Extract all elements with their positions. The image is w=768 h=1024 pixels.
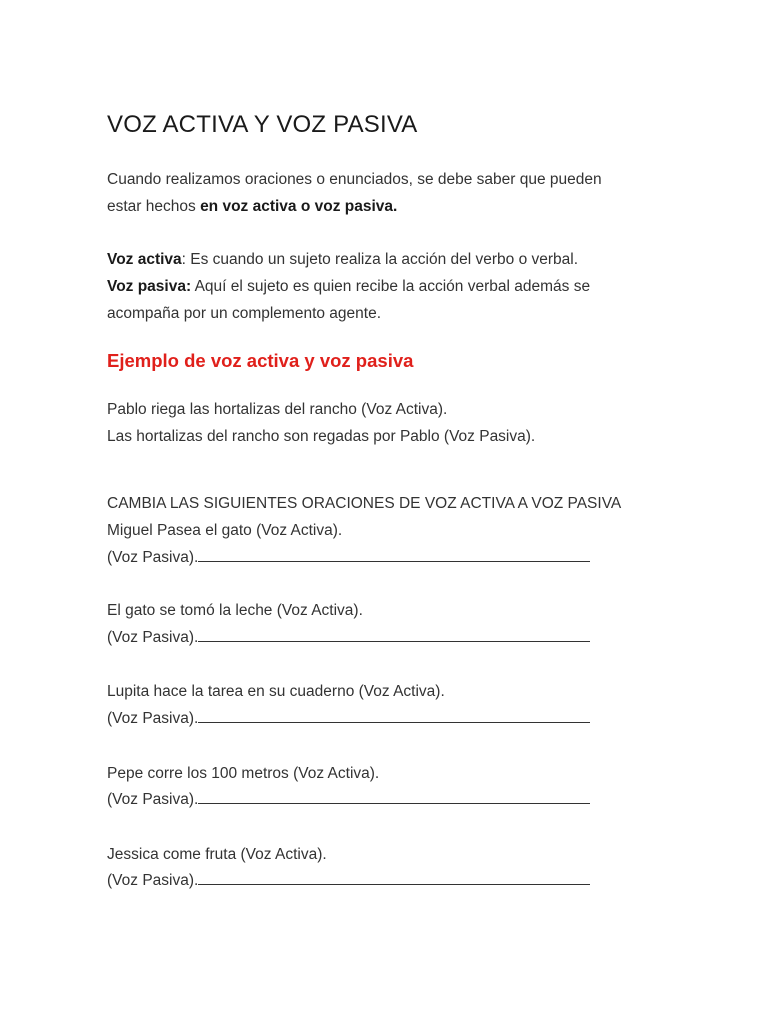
exercise-item-4: Pepe corre los 100 metros (Voz Activa).	[107, 765, 380, 782]
answer-blank[interactable]	[198, 628, 590, 642]
intro-line-2	[107, 197, 397, 217]
answer-line-4	[107, 790, 590, 810]
exercise-item-3: Lupita hace la tarea en su cuaderno (Voz Activa).	[107, 683, 445, 700]
definition-passive-label: Voz pasiva:	[107, 278, 192, 295]
intro-line-1: Cuando realizamos oraciones o enunciados, se debe saber que pueden	[107, 171, 602, 188]
answer-label: (Voz Pasiva).	[107, 629, 199, 646]
exercise-item-2: El gato se tomó la leche (Voz Activa).	[107, 602, 363, 619]
definition-passive	[107, 277, 590, 297]
answer-blank[interactable]	[198, 709, 590, 723]
exercise-instruction: CAMBIA LAS SIGUIENTES ORACIONES DE VOZ ACTIVA A VOZ PASIVA	[107, 495, 622, 512]
example-sentence-1: Pablo riega las hortalizas del rancho (Voz Activa).	[107, 401, 448, 418]
example-heading: Ejemplo de voz activa y voz pasiva	[107, 350, 414, 371]
answer-blank[interactable]	[198, 871, 590, 885]
definition-active-text: : Es cuando un sujeto realiza la acción del verbo o verbal.	[181, 251, 579, 268]
example-sentence-2: Las hortalizas del rancho son regadas por Pablo (Voz Pasiva).	[107, 428, 536, 445]
intro-line-2-bold: en voz activa o voz pasiva.	[200, 198, 398, 215]
definition-passive-text: Aquí el sujeto es quien recibe la acción verbal además se	[191, 278, 591, 295]
answer-blank[interactable]	[198, 548, 590, 562]
answer-label: (Voz Pasiva).	[107, 872, 199, 889]
answer-blank[interactable]	[198, 790, 590, 804]
answer-label: (Voz Pasiva).	[107, 791, 199, 808]
exercise-item-5: Jessica come fruta (Voz Activa).	[107, 846, 327, 863]
definition-active	[107, 250, 578, 270]
definition-passive-cont: acompaña por un complemento agente.	[107, 305, 382, 322]
answer-label: (Voz Pasiva).	[107, 549, 199, 566]
answer-line-1	[107, 548, 590, 568]
answer-line-3	[107, 709, 590, 729]
answer-line-5	[107, 871, 590, 891]
answer-label: (Voz Pasiva).	[107, 710, 199, 727]
intro-line-2-text: estar hechos	[107, 198, 201, 215]
page-title: VOZ ACTIVA Y VOZ PASIVA	[107, 111, 418, 138]
answer-line-2	[107, 628, 590, 648]
exercise-item-1: Miguel Pasea el gato (Voz Activa).	[107, 522, 343, 539]
definition-active-label: Voz activa	[107, 251, 182, 268]
